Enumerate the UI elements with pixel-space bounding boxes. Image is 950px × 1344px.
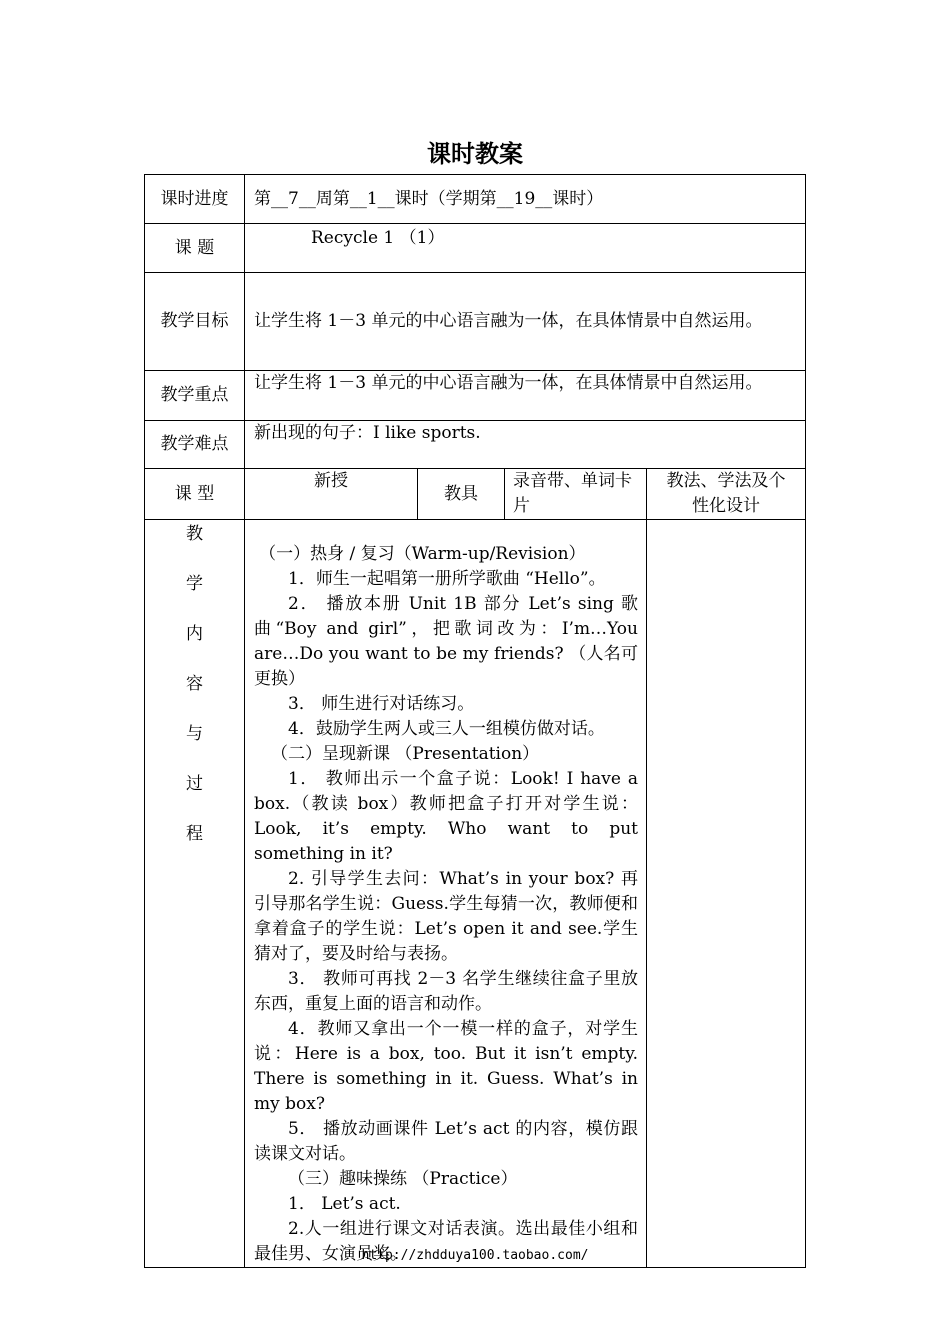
row-goal: [145, 273, 806, 371]
label-aids: 教具: [418, 469, 505, 520]
label-topic: 课 题: [145, 224, 245, 273]
row-progress: [145, 175, 806, 224]
process-label-char: 教: [186, 524, 203, 544]
label-type: 课 型: [145, 469, 245, 520]
lesson-plan-table: [144, 174, 806, 1268]
value-focus: 让学生将 1－3 单元的中心语言融为一体，在具体情景中自然运用。: [245, 371, 806, 421]
step-item: 5． 播放动画课件 Let’s act 的内容，模仿跟读课文对话。: [254, 1119, 638, 1164]
step-item: 1．师生一起唱第一册所学歌曲 “Hello”。: [288, 569, 606, 589]
process-content: [245, 520, 647, 1268]
label-progress: 课时进度: [145, 175, 245, 224]
step-item: 1． 教师出示一个盒子说：Look! I have a box.（教读 box）教师把盒子打开对学生说：Look, it’s empty. Who want to put something in it?: [254, 769, 638, 864]
section-heading: （二）呈现新课 （Presentation）: [271, 744, 540, 764]
label-process: [145, 520, 245, 1268]
process-label-char: 容: [186, 674, 203, 694]
value-type: 新授: [245, 469, 418, 520]
process-label-char: 学: [186, 574, 203, 594]
step-item: 2. 引导学生去问：What’s in your box? 再引导那名学生说：Guess.学生每猜一次，教师便和拿着盒子的学生说：Let’s open it and see.学生猜对了，要及时给与表扬。: [254, 869, 638, 964]
step-item: 3． 教师可再找 2－3 名学生继续往盒子里放东西，重复上面的语言和动作。: [254, 969, 638, 1014]
value-difficulty: 新出现的句子：I like sports.: [245, 421, 806, 469]
step-item: 3． 师生进行对话练习。: [288, 694, 475, 714]
step-item: 4．鼓励学生两人或三人一组模仿做对话。: [288, 719, 605, 739]
value-aids: 录音带、单词卡片: [505, 469, 647, 520]
row-process: [145, 520, 806, 1268]
section-heading: （三）趣味操练 （Practice）: [288, 1169, 518, 1189]
value-topic: Recycle 1 （1）: [245, 224, 806, 273]
value-progress: 第__7__周第__1__课时（学期第__19__课时）: [245, 175, 806, 224]
design-notes-cell: [647, 520, 806, 1268]
page-title: 课时教案: [427, 140, 523, 168]
label-difficulty: 教学难点: [145, 421, 245, 469]
section-heading: （一）热身 / 复习（Warm-up/Revision）: [259, 544, 586, 564]
row-topic: [145, 224, 806, 273]
footer-url: http://zhdduya100.taobao.com/: [361, 1248, 589, 1263]
value-goal: 让学生将 1－3 单元的中心语言融为一体，在具体情景中自然运用。: [245, 273, 806, 371]
row-difficulty: [145, 421, 806, 469]
step-item: 4．教师又拿出一个一模一样的盒子，对学生说：Here is a box, too. But it isn’t empty. There is something in it. Guess. What’s in my box?: [254, 1019, 638, 1114]
label-focus: 教学重点: [145, 371, 245, 421]
process-label-char: 过: [186, 774, 203, 794]
step-item: 2.人一组进行课文对话表演。选出最佳小组和最佳男、女演员奖。: [254, 1219, 638, 1264]
step-item: 1． Let’s act.: [288, 1194, 401, 1214]
process-label-char: 程: [186, 824, 203, 844]
process-label-char: 与: [186, 724, 203, 744]
row-type: [145, 469, 806, 520]
row-focus: [145, 371, 806, 421]
step-item: 2． 播放本册 Unit 1B 部分 Let’s sing 歌曲“Boy and girl”，把歌词改为：I’m…You are…Do you want to be my friends? （人名可更换）: [254, 594, 638, 689]
label-design: 教法、学法及个性化设计: [647, 469, 806, 520]
label-goal: 教学目标: [145, 273, 245, 371]
process-label-char: 内: [186, 624, 203, 644]
